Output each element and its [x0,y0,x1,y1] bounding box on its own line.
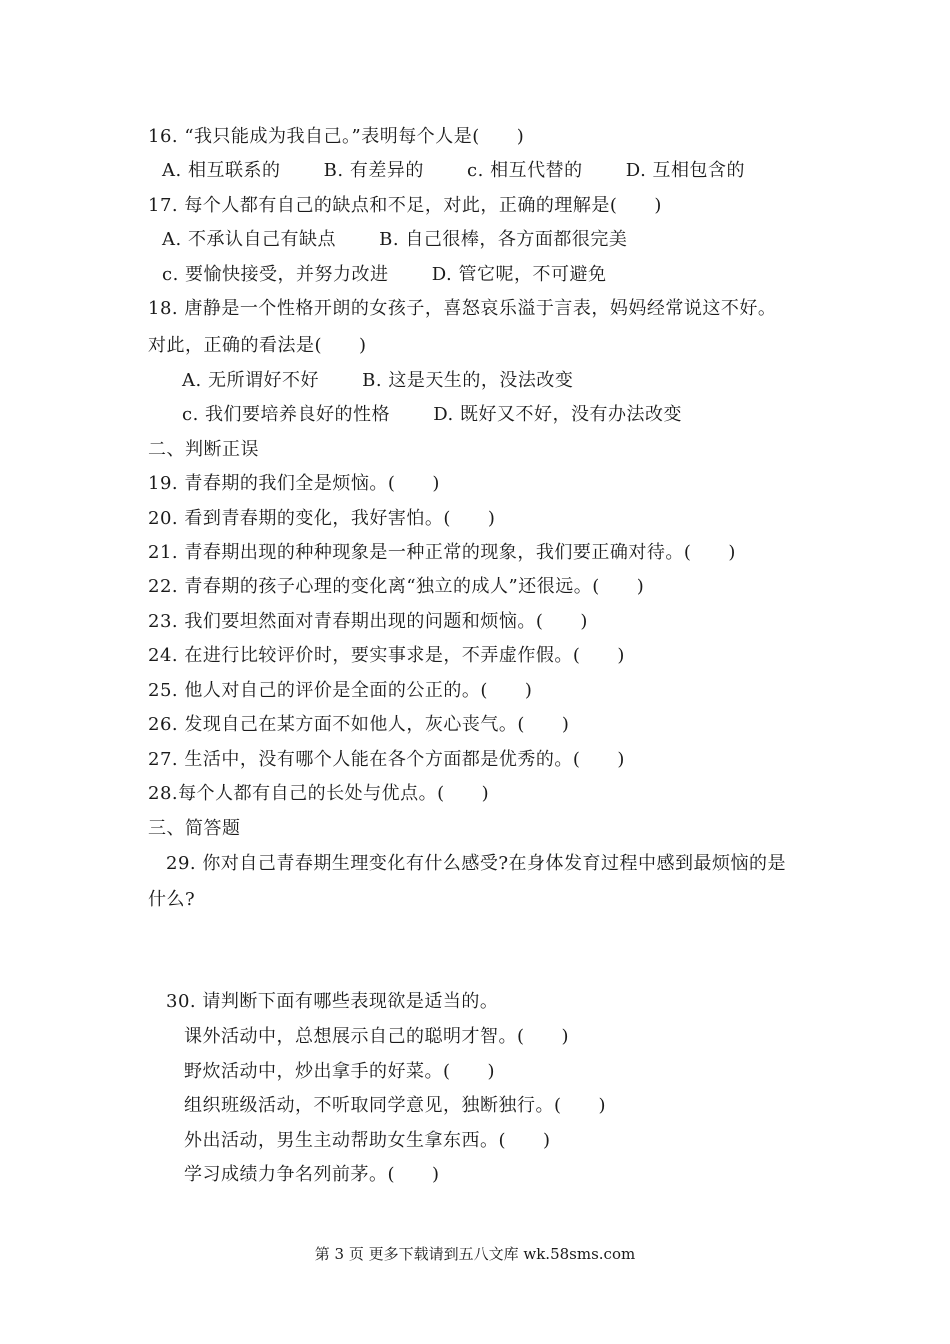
section-3-heading: 三、简答题 [148,818,241,839]
judgement-item-24: 24. 在进行比较评价时，要实事求是，不弄虚作假。( ) [148,645,625,666]
question-18-options-line2: c. 我们要培养良好的性格 D. 既好又不好，没有办法改变 [182,404,682,425]
question-17-options-line2: c. 要愉快接受，并努力改进 D. 管它呢，不可避免 [162,264,607,285]
judgement-item-23: 23. 我们要坦然面对青春期出现的问题和烦恼。( ) [148,611,588,632]
question-16-stem: 16. “我只能成为我自己。”表明每个人是( ) [148,126,525,147]
page-footer: 第 3 页 更多下载请到五八文库 wk.58sms.com [314,1245,636,1263]
question-17-stem: 17. 每个人都有自己的缺点和不足，对此，正确的理解是( ) [148,195,662,216]
question-30-item: 野炊活动中，炒出拿手的好菜。( ) [184,1061,496,1082]
question-18-stem-line1: 18. 唐静是一个性格开朗的女孩子，喜怒哀乐溢于言表，妈妈经常说这不好。 [148,298,777,319]
question-18-stem-line2: 对此，正确的看法是( ) [148,335,367,356]
judgement-item-26: 26. 发现自己在某方面不如他人，灰心丧气。( ) [148,714,570,735]
question-30-item: 组织班级活动，不听取同学意见，独断独行。( ) [184,1095,607,1116]
section-2-heading: 二、判断正误 [148,439,259,460]
question-30-stem: 30. 请判断下面有哪些表现欲是适当的。 [166,991,499,1012]
question-16-options: A. 相互联系的 B. 有差异的 c. 相互代替的 D. 互相包含的 [162,160,746,181]
judgement-item-25: 25. 他人对自己的评价是全面的公正的。( ) [148,680,533,701]
question-30-item: 学习成绩力争名列前茅。( ) [184,1164,440,1185]
judgement-item-27: 27. 生活中，没有哪个人能在各个方面都是优秀的。( ) [148,749,625,770]
question-29-line2: 什么? [148,889,196,910]
judgement-item-21: 21. 青春期出现的种种现象是一种正常的现象，我们要正确对待。( ) [148,542,736,563]
question-17-options-line1: A. 不承认自己有缺点 B. 自己很棒，各方面都很完美 [162,229,628,250]
judgement-item-19: 19. 青春期的我们全是烦恼。( ) [148,473,440,494]
judgement-item-28: 28.每个人都有自己的长处与优点。( ) [148,783,490,804]
question-30-item: 课外活动中，总想展示自己的聪明才智。( ) [184,1026,570,1047]
judgement-item-20: 20. 看到青春期的变化，我好害怕。( ) [148,508,496,529]
question-18-options-line1: A. 无所谓好不好 B. 这是天生的，没法改变 [182,370,574,391]
question-29-line1: 29. 你对自己青春期生理变化有什么感受?在身体发育过程中感到最烦恼的是 [166,853,786,874]
judgement-item-22: 22. 青春期的孩子心理的变化离“独立的成人”还很远。( ) [148,576,645,597]
question-30-item: 外出活动，男生主动帮助女生拿东西。( ) [184,1130,551,1151]
